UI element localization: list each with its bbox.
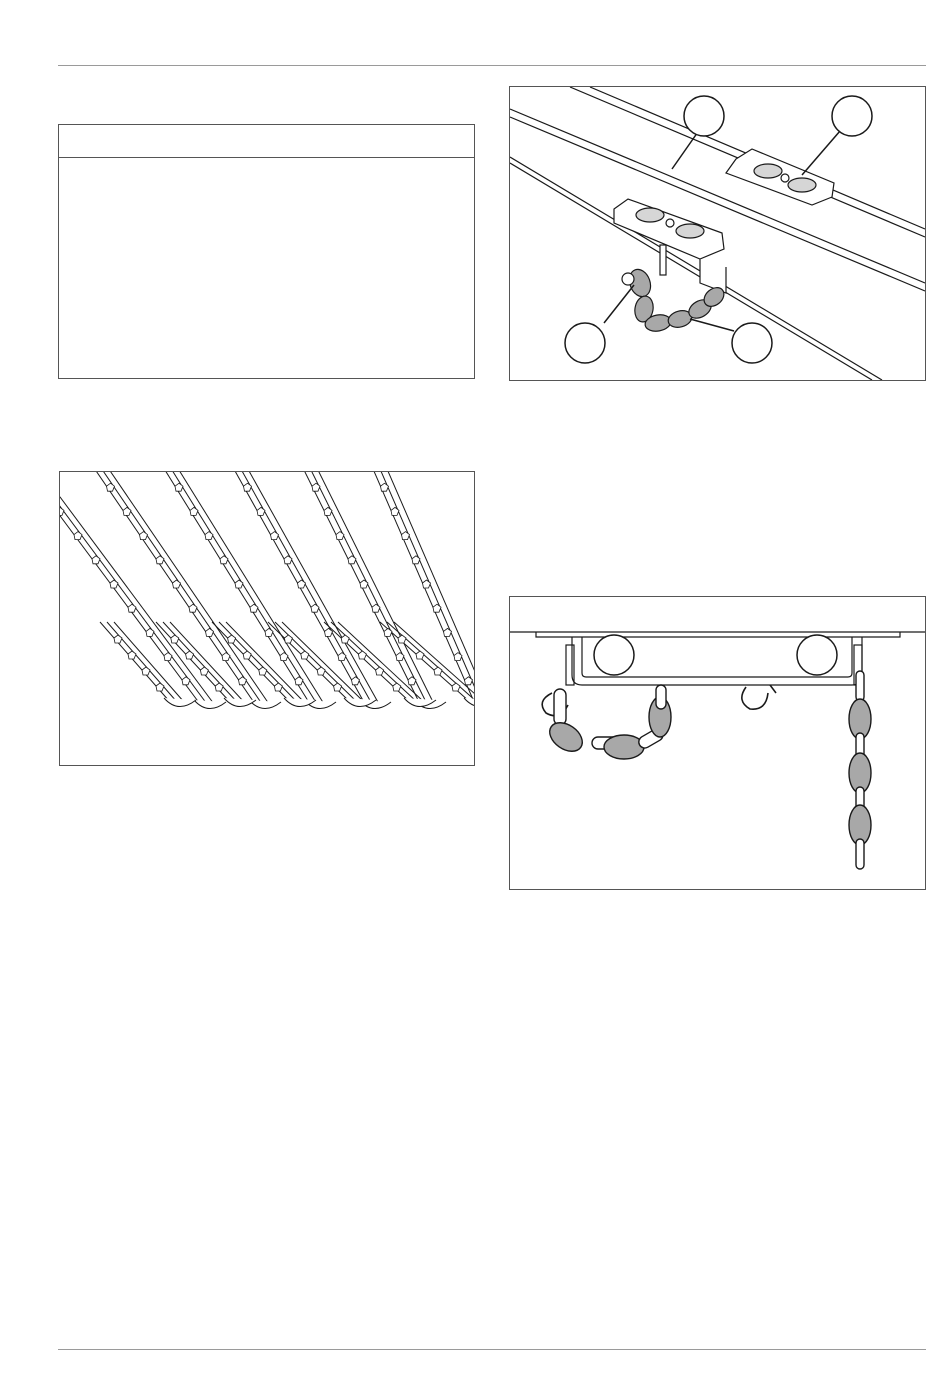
harrow-tine (298, 580, 306, 588)
harrow-tine (265, 628, 273, 636)
harrow-tine (324, 507, 332, 515)
harrow-tine (452, 683, 460, 691)
harrow-bar (219, 622, 297, 702)
callout-3 (565, 323, 605, 363)
harrow-tine (358, 651, 366, 659)
harrow-tine (434, 667, 442, 675)
harrow-tine (142, 667, 150, 675)
harrow-bar (314, 472, 434, 704)
harrow-tine (146, 628, 154, 636)
harrow-tine (372, 604, 380, 612)
harrow-tine (74, 532, 82, 540)
harrow-tine (92, 556, 100, 564)
harrow-bar (307, 472, 427, 704)
harrow-tine (348, 556, 356, 564)
harrow-tine (416, 651, 424, 659)
harrow-tine (352, 677, 360, 685)
notice-heading (59, 125, 474, 158)
harrow-tine (325, 628, 333, 636)
harrow-tine (284, 635, 292, 643)
harrow-tine (259, 667, 267, 675)
callout-6 (797, 635, 837, 675)
harrow-tine (284, 556, 292, 564)
harrow-tine (128, 604, 136, 612)
harrow-tine (423, 580, 431, 588)
harrow-tine (60, 507, 64, 515)
harrow-bar (230, 472, 365, 704)
harrow-tine (280, 653, 288, 661)
chain-links-right (849, 671, 871, 869)
harrow-tine (171, 635, 179, 643)
harrow-tine (381, 483, 389, 491)
harrow-tine (239, 677, 247, 685)
harrow-tine (412, 556, 420, 564)
harrow-tine (128, 651, 136, 659)
harrow-bar-end (194, 700, 226, 709)
harrow-bar (384, 472, 474, 704)
harrow-tine (312, 483, 320, 491)
harrow-tine (396, 653, 404, 661)
harrow-tine (393, 683, 401, 691)
harrow-tine (182, 677, 190, 685)
harrow-tine (311, 604, 319, 612)
harrow-tine (376, 667, 384, 675)
harrow-bar (60, 472, 207, 704)
harrow-tine (336, 532, 344, 540)
figure-chain-hook (509, 596, 926, 890)
beam-bracket-drawing (510, 87, 925, 380)
harrow-tine (360, 580, 368, 588)
header-rule (58, 65, 926, 66)
harrow-tines-drawing (60, 472, 474, 765)
harrow-bar (387, 622, 474, 702)
harrow-tine (140, 532, 148, 540)
harrow-tine (334, 683, 342, 691)
harrow-tine (408, 677, 416, 685)
harrow-tine (222, 653, 230, 661)
harrow-bar (60, 472, 214, 704)
harrow-bar (226, 622, 304, 702)
harrow-tine (444, 628, 452, 636)
harrow-tine (206, 628, 214, 636)
harrow-tine (156, 556, 164, 564)
harrow-tine (398, 635, 406, 643)
harrow-tine (244, 483, 252, 491)
figure-beam-bracket (509, 86, 926, 381)
harrow-tine (228, 635, 236, 643)
harrow-tine (341, 635, 349, 643)
harrow-tine (110, 580, 118, 588)
harrow-tine (205, 532, 213, 540)
harrow-tine (156, 683, 164, 691)
footer-rule (58, 1349, 926, 1350)
harrow-bar (338, 622, 424, 702)
harrow-tine (391, 507, 399, 515)
harrow-bar-end (464, 698, 474, 707)
harrow-tine (433, 604, 441, 612)
harrow-tine (114, 635, 122, 643)
harrow-tine (189, 604, 197, 612)
harrow-tine (274, 683, 282, 691)
notice-box (58, 124, 475, 379)
harrow-tine (402, 532, 410, 540)
harrow-tine (175, 483, 183, 491)
harrow-tine (235, 580, 243, 588)
harrow-tine (243, 651, 251, 659)
harrow-bar (370, 472, 474, 704)
callout-1 (684, 96, 724, 136)
harrow-bar (275, 622, 357, 702)
harrow-tine (164, 653, 172, 661)
harrow-tine (220, 556, 228, 564)
harrow-tine (257, 507, 265, 515)
harrow-tine (454, 653, 462, 661)
harrow-tine (215, 683, 223, 691)
harrow-tine (384, 628, 392, 636)
chain-links-left (544, 685, 671, 759)
harrow-tine (107, 483, 115, 491)
callout-5 (594, 635, 634, 675)
harrow-tine (271, 532, 279, 540)
figure-harrow-overview (59, 471, 475, 766)
harrow-tine (250, 604, 258, 612)
harrow-tine (186, 651, 194, 659)
harrow-tine (338, 653, 346, 661)
harrow-tine (200, 667, 208, 675)
harrow-tine (173, 580, 181, 588)
harrow-bar (237, 472, 372, 704)
harrow-tine (295, 677, 303, 685)
chain-hook-drawing (510, 597, 925, 889)
harrow-tine (123, 507, 131, 515)
harrow-tine (190, 507, 198, 515)
harrow-bar-end (164, 698, 196, 707)
harrow-bar (104, 472, 269, 704)
harrow-bar (282, 622, 364, 702)
callout-2 (832, 96, 872, 136)
harrow-bar (60, 472, 200, 704)
callout-4 (732, 323, 772, 363)
harrow-tine (301, 651, 309, 659)
harrow-tine (465, 677, 473, 685)
harrow-tine (317, 667, 325, 675)
harrow-bar (331, 622, 417, 702)
